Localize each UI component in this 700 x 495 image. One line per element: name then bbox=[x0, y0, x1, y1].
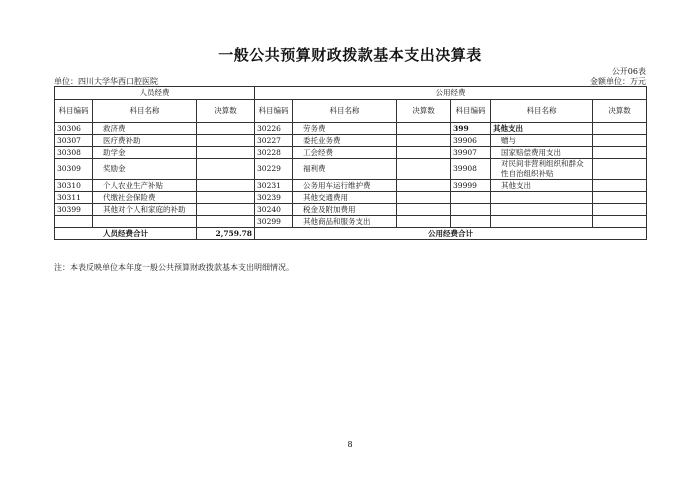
col-code: 科目编码 bbox=[55, 100, 93, 123]
code-cell bbox=[451, 216, 491, 228]
name-cell: 医疗费补助 bbox=[93, 135, 197, 147]
page-title: 一般公共预算财政拨款基本支出决算表 bbox=[218, 46, 482, 64]
amount-cell bbox=[197, 135, 255, 147]
amount-cell bbox=[197, 216, 255, 228]
code-cell: 30307 bbox=[55, 135, 93, 147]
col-amount: 决算数 bbox=[593, 100, 647, 123]
group-header-row bbox=[55, 87, 647, 100]
name-cell: 其他支出 bbox=[491, 180, 593, 192]
unit-name: 单位：四川大学华西口腔医院 bbox=[54, 77, 158, 86]
code-cell: 30306 bbox=[55, 123, 93, 135]
code-cell bbox=[55, 216, 93, 228]
amount-cell bbox=[397, 192, 451, 204]
amount-cell bbox=[593, 135, 647, 147]
code-cell: 30226 bbox=[255, 123, 293, 135]
amount-cell bbox=[197, 123, 255, 135]
code-cell: 399 bbox=[451, 123, 491, 135]
amount-cell bbox=[593, 159, 647, 180]
code-cell: 30309 bbox=[55, 159, 93, 180]
col-name: 科目名称 bbox=[93, 100, 197, 123]
code-cell: 30231 bbox=[255, 180, 293, 192]
code-cell: 30229 bbox=[255, 159, 293, 180]
amount-cell bbox=[593, 180, 647, 192]
code-cell: 30228 bbox=[255, 147, 293, 159]
public-header: 公用经费 bbox=[255, 87, 647, 100]
table-row bbox=[55, 180, 647, 192]
name-cell: 赠与 bbox=[491, 135, 593, 147]
name-cell bbox=[93, 216, 197, 228]
name-cell bbox=[491, 204, 593, 216]
amount-cell bbox=[593, 147, 647, 159]
footnote: 注：本表反映单位本年度一般公共预算财政拨款基本支出明细情况。 bbox=[54, 263, 294, 272]
code-cell: 30310 bbox=[55, 180, 93, 192]
code-cell: 30299 bbox=[255, 216, 293, 228]
code-cell bbox=[451, 204, 491, 216]
table-row bbox=[55, 135, 647, 147]
expenditure-table bbox=[54, 86, 647, 240]
col-name: 科目名称 bbox=[293, 100, 397, 123]
code-cell: 39906 bbox=[451, 135, 491, 147]
code-cell: 30399 bbox=[55, 204, 93, 216]
name-cell: 其他交通费用 bbox=[293, 192, 397, 204]
name-cell: 国家赔偿费用支出 bbox=[491, 147, 593, 159]
personnel-total-value: 2,759.78 bbox=[197, 228, 255, 240]
table-row bbox=[55, 192, 647, 204]
code-cell: 30227 bbox=[255, 135, 293, 147]
amount-cell bbox=[197, 180, 255, 192]
col-code: 科目编码 bbox=[451, 100, 491, 123]
amount-cell bbox=[397, 123, 451, 135]
name-cell: 其他对个人和家庭的补助 bbox=[93, 204, 197, 216]
name-cell: 其他支出 bbox=[491, 123, 593, 135]
amount-cell bbox=[397, 147, 451, 159]
code-cell: 39907 bbox=[451, 147, 491, 159]
code-cell: 30311 bbox=[55, 192, 93, 204]
table-row bbox=[55, 216, 647, 228]
code-cell: 30239 bbox=[255, 192, 293, 204]
amount-cell bbox=[197, 147, 255, 159]
name-cell: 助学金 bbox=[93, 147, 197, 159]
name-cell: 其他商品和服务支出 bbox=[293, 216, 397, 228]
name-cell: 对民间非营利组织和群众性自治组织补贴 bbox=[491, 159, 593, 180]
code-cell bbox=[451, 192, 491, 204]
name-cell: 救济费 bbox=[93, 123, 197, 135]
amount-cell bbox=[197, 192, 255, 204]
amount-cell bbox=[593, 216, 647, 228]
amount-cell bbox=[197, 204, 255, 216]
amount-cell bbox=[397, 180, 451, 192]
amount-unit: 金额单位：万元 bbox=[590, 77, 646, 86]
amount-cell bbox=[593, 192, 647, 204]
table-row bbox=[55, 159, 647, 180]
code-cell: 39999 bbox=[451, 180, 491, 192]
col-name: 科目名称 bbox=[491, 100, 593, 123]
personnel-header: 人员经费 bbox=[55, 87, 255, 100]
table-row bbox=[55, 204, 647, 216]
code-cell: 30240 bbox=[255, 204, 293, 216]
amount-cell bbox=[397, 135, 451, 147]
amount-cell bbox=[397, 216, 451, 228]
form-number: 公开06表 bbox=[611, 67, 646, 76]
code-cell: 30308 bbox=[55, 147, 93, 159]
name-cell: 工会经费 bbox=[293, 147, 397, 159]
name-cell: 委托业务费 bbox=[293, 135, 397, 147]
name-cell: 福利费 bbox=[293, 159, 397, 180]
amount-cell bbox=[397, 159, 451, 180]
column-header-row bbox=[55, 100, 647, 123]
totals-row bbox=[55, 228, 647, 240]
name-cell: 个人农业生产补贴 bbox=[93, 180, 197, 192]
name-cell: 公务用车运行维护费 bbox=[293, 180, 397, 192]
name-cell bbox=[491, 216, 593, 228]
col-amount: 决算数 bbox=[197, 100, 255, 123]
amount-cell bbox=[593, 204, 647, 216]
page-number: 8 bbox=[347, 440, 353, 449]
amount-cell bbox=[197, 159, 255, 180]
table-row bbox=[55, 147, 647, 159]
name-cell: 奖励金 bbox=[93, 159, 197, 180]
name-cell: 税金及附加费用 bbox=[293, 204, 397, 216]
name-cell: 劳务费 bbox=[293, 123, 397, 135]
public-total-label: 公用经费合计 bbox=[255, 228, 647, 240]
amount-cell bbox=[397, 204, 451, 216]
amount-cell bbox=[593, 123, 647, 135]
personnel-total-label: 人员经费合计 bbox=[55, 228, 197, 240]
name-cell bbox=[491, 192, 593, 204]
col-amount: 决算数 bbox=[397, 100, 451, 123]
col-code: 科目编码 bbox=[255, 100, 293, 123]
name-cell: 代缴社会保险费 bbox=[93, 192, 197, 204]
table-row bbox=[55, 123, 647, 135]
code-cell: 39908 bbox=[451, 159, 491, 180]
